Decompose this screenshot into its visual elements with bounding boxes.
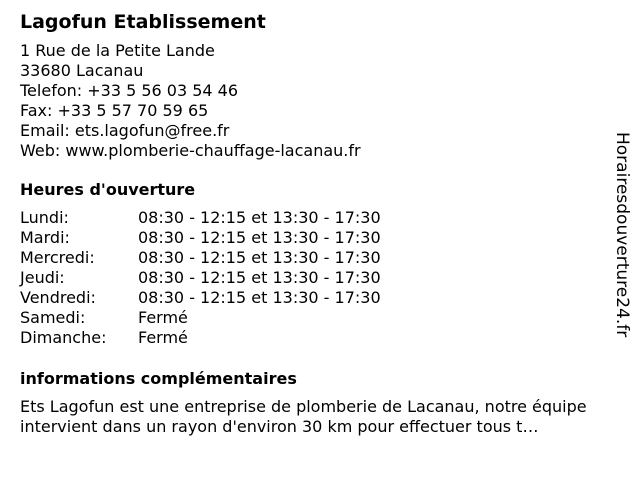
fax-text: Fax: +33 5 57 70 59 65 bbox=[20, 101, 209, 120]
day-label: Vendredi: bbox=[20, 288, 96, 307]
time-value: 08:30 - 12:15 et 13:30 - 17:30 bbox=[138, 228, 381, 247]
time-value: 08:30 - 12:15 et 13:30 - 17:30 bbox=[138, 208, 381, 227]
time-value: 08:30 - 12:15 et 13:30 - 17:30 bbox=[138, 288, 381, 307]
hours-row-sunday bbox=[20, 328, 610, 348]
time-value: Fermé bbox=[138, 308, 188, 327]
info-title: informations complémentaires bbox=[20, 369, 297, 388]
day-label: Lundi: bbox=[20, 208, 69, 227]
time-value: Fermé bbox=[138, 328, 188, 347]
web-text: Web: www.plomberie-chauffage-lacanau.fr bbox=[20, 141, 361, 160]
info-description: Ets Lagofun est une entreprise de plomberie de Lacanau, notre équipe intervient dans un rayon d'environ 30 km pour effectuer tous t… bbox=[20, 397, 587, 436]
day-label: Jeudi: bbox=[20, 268, 65, 287]
time-value: 08:30 - 12:15 et 13:30 - 17:30 bbox=[138, 268, 381, 287]
day-label: Dimanche: bbox=[20, 328, 107, 347]
hours-row-tuesday bbox=[20, 228, 610, 248]
time-value: 08:30 - 12:15 et 13:30 - 17:30 bbox=[138, 248, 381, 267]
watermark bbox=[612, 132, 632, 344]
hours-row-friday bbox=[20, 288, 610, 308]
hours-row-thursday bbox=[20, 268, 610, 288]
day-label: Mardi: bbox=[20, 228, 70, 247]
email-text: Email: ets.lagofun@free.fr bbox=[20, 121, 230, 140]
phone-text: Telefon: +33 5 56 03 54 46 bbox=[20, 81, 239, 100]
hours-row-saturday bbox=[20, 308, 610, 328]
hours-table bbox=[20, 208, 610, 348]
hours-title: Heures d'ouverture bbox=[20, 180, 196, 199]
address-line-2: 33680 Lacanau bbox=[20, 61, 144, 80]
hours-row-monday bbox=[20, 208, 610, 228]
day-label: Mercredi: bbox=[20, 248, 95, 267]
business-card bbox=[20, 10, 610, 437]
business-name: Lagofun Etablissement bbox=[20, 11, 266, 33]
hours-row-wednesday bbox=[20, 248, 610, 268]
day-label: Samedi: bbox=[20, 308, 86, 327]
watermark-text: Horairesdouverture24.fr bbox=[612, 132, 632, 338]
address-line-1: 1 Rue de la Petite Lande bbox=[20, 41, 215, 60]
